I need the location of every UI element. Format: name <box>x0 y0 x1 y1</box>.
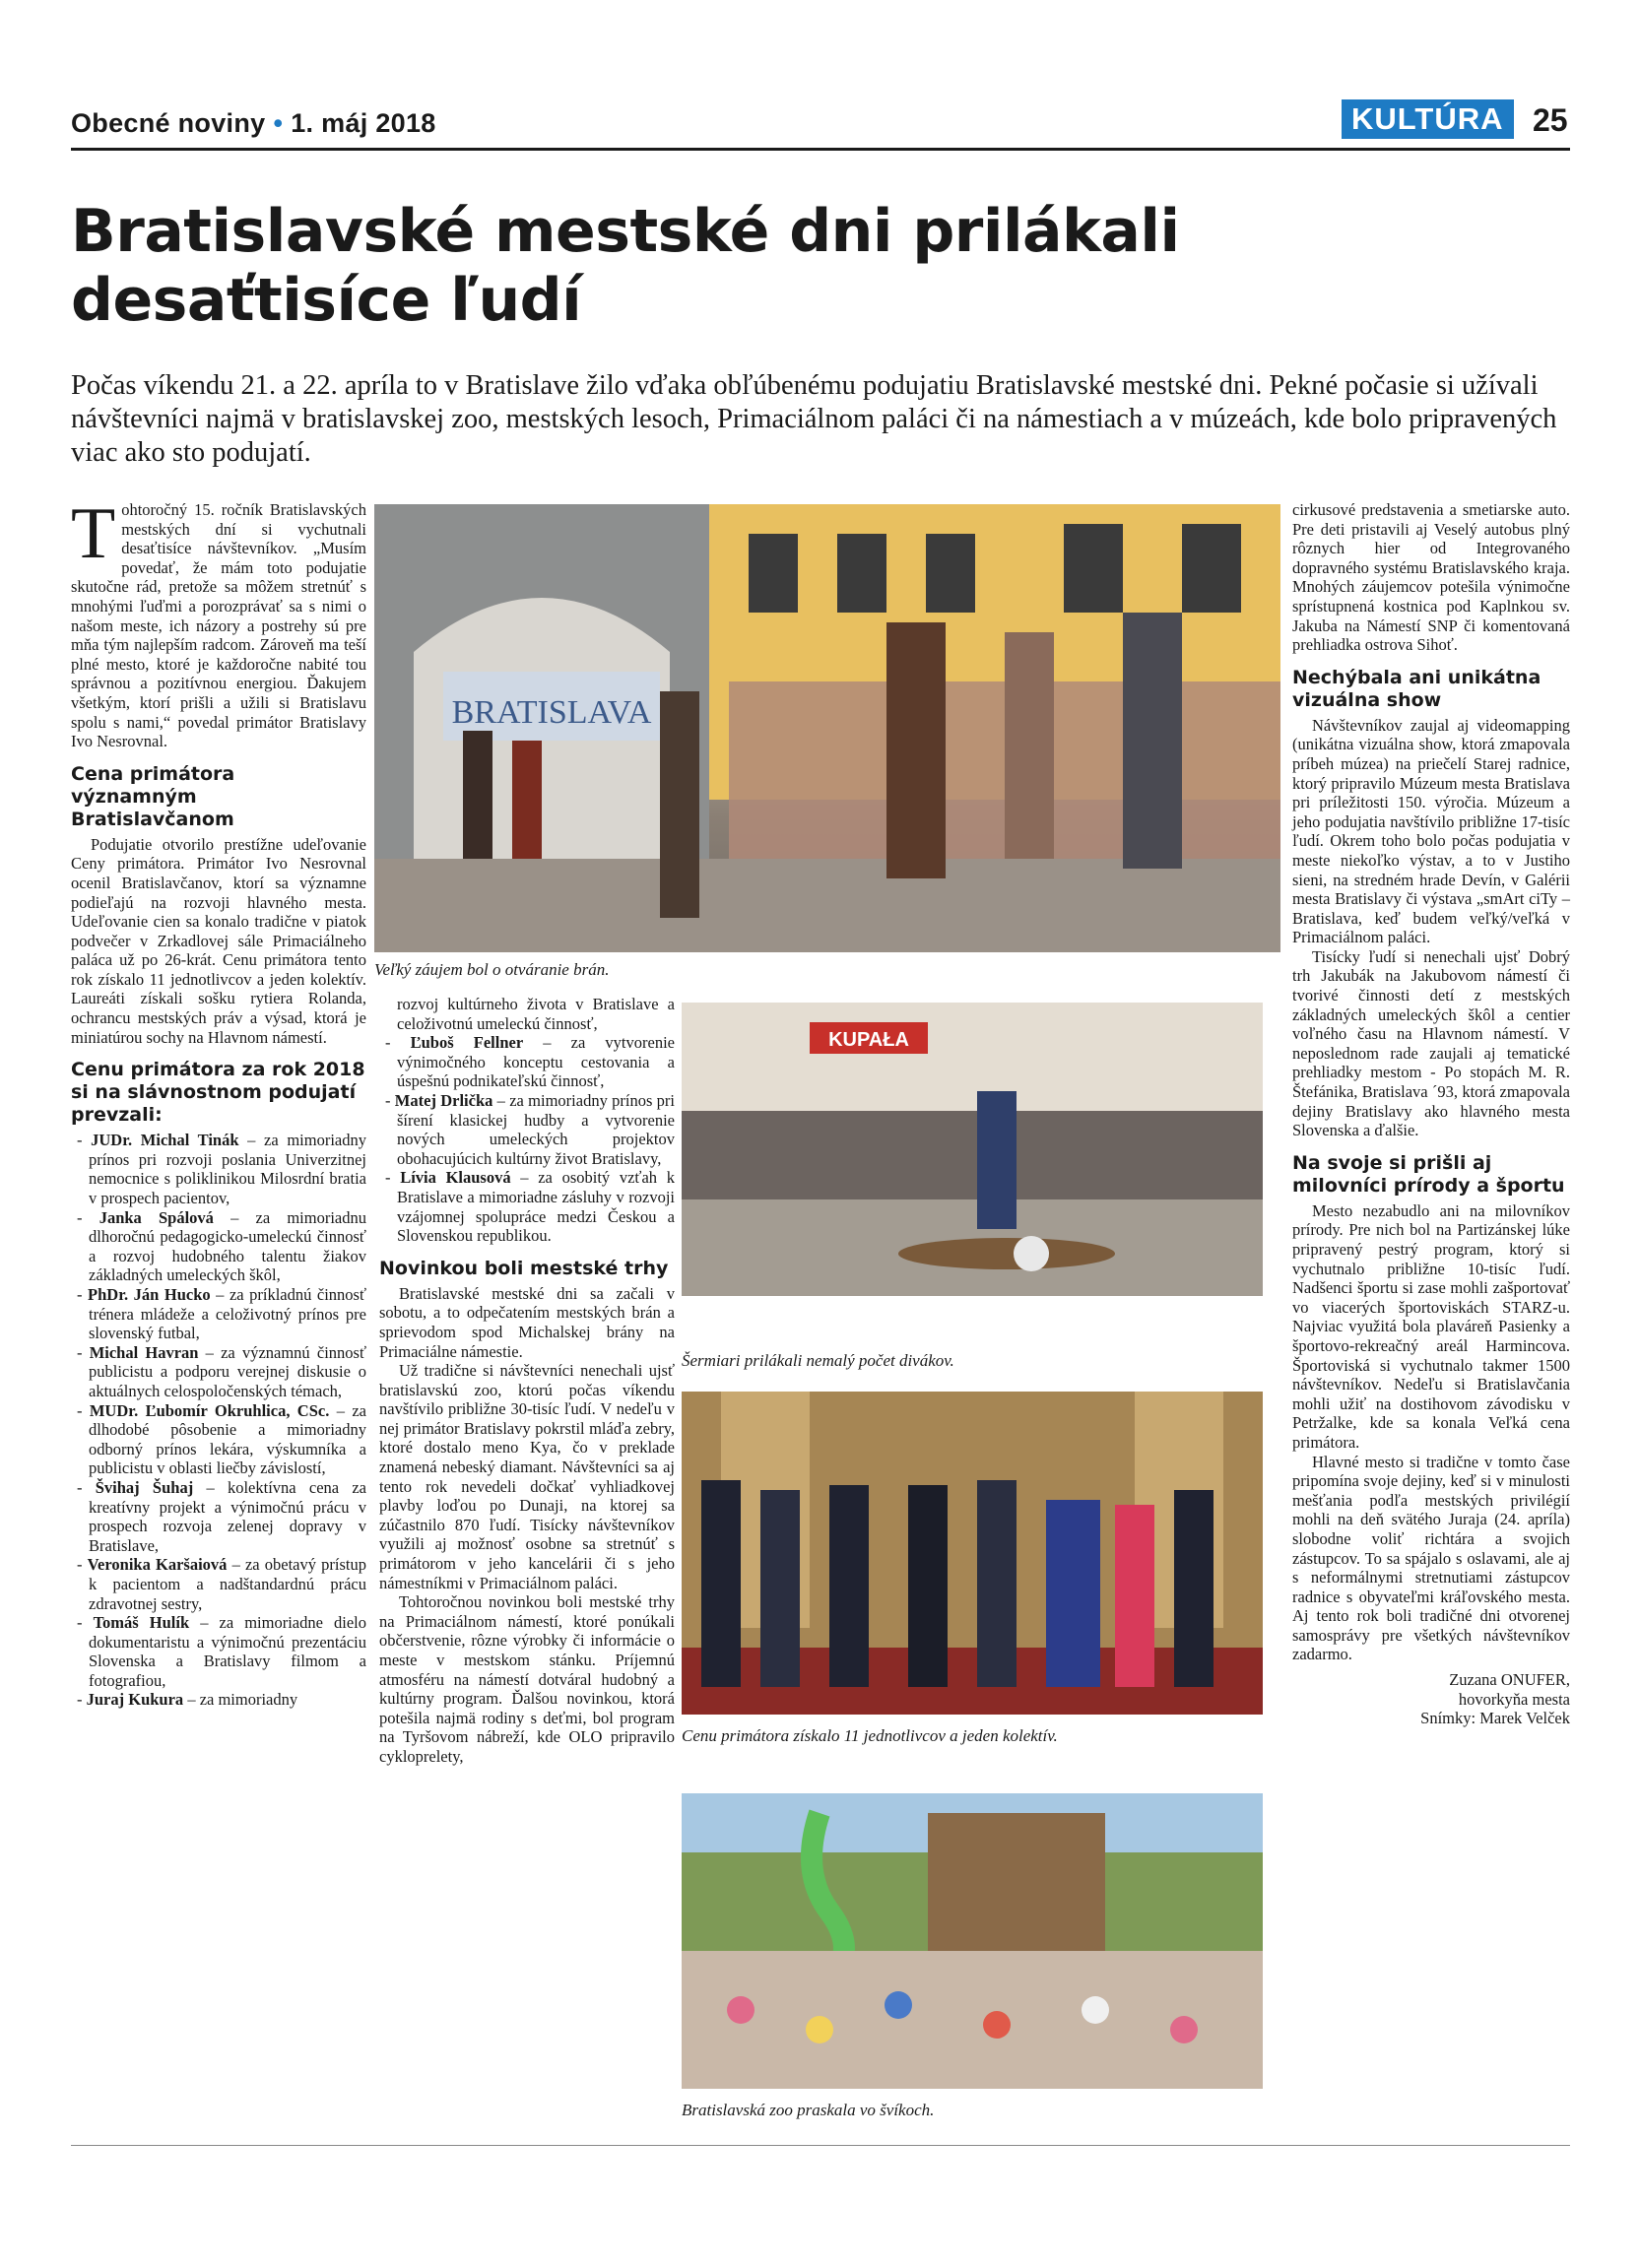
list-item: - Tomáš Hulík – za mimoriadne dielo dokumentaristu a výnimočnú prezentáciu Slovenska a Bratislavy filmom a fotografiou, <box>77 1613 366 1690</box>
article-headline <box>71 197 1548 335</box>
issue-date: 1. máj 2018 <box>291 108 436 138</box>
author-name: Zuzana ONUFER, <box>1449 1670 1570 1690</box>
paragraph: cirkusové predstavenia a smetiarske auto. Pre deti pristavili aj Veselý autobus plný rôznych hier od Integrovaného dopravného systému Bratislavského kraja. Mnohých záujemcov potešila výnimočne sprístupnená kostnica pod Kaplnkou sv. Jakuba na Námestí SNP či komentovaná prehliadka ostrova Sihoť. <box>1292 500 1570 655</box>
separator-dot-icon: • <box>273 108 284 138</box>
list-continuation: rozvoj kultúrneho života v Bratislave a celoživotnú umeleckú činnosť, <box>397 995 675 1033</box>
column-2 <box>379 995 675 1767</box>
subheading-visual-show: Nechýbala ani unikátna vizuálna show <box>1292 666 1542 711</box>
photo-gate-illustration <box>374 504 1280 952</box>
intro-paragraph <box>71 493 366 751</box>
list-item: - Janka Spálová – za mimoriadnu dlhoročnú pedagogicko-umeleckú činnosť a rozvoj hudobného talentu žiakov základných umeleckých škôl, <box>77 1207 366 1285</box>
paragraph: Tisícky ľudí si nenechali ujsť Dobrý trh Jakubák na Jakubovom námestí či tvorivé činnosti detí z mestských základných umeleckých škôl a centier voľného času na Hlavnom námestí. V neposlednom rade zaujali aj tematické prehliadky mestom - Po stopách M. R. Štefánika, Bratislava ´93, ktorá zmapovala dejiny Bratislavy ako hlavného mesta Slovenska a ďalšie. <box>1292 946 1570 1140</box>
paragraph: Mesto nezabudlo ani na milovníkov prírody. Pre nich bol na Partizánskej lúke pripravený pestrý program, ktorý si vychutnalo približne 10-tisíc ľudí. Nadšenci športu si zase mohli zašportovať vo viacerých športoviskách STARZ-u. Najviac využitá bola plaváreň Pasienky a športovo-rekreačný areál Harmincova. Športoviská si vychutnalo takmer 1500 návštevníkov. Nedeľu si Bratislavčania mohli užiť na dostihovom závodisku v Petržalke, kde sa konala Veľká cena primátora. <box>1292 1200 1570 1452</box>
headline-line-2: desaťtisíce ľudí <box>71 266 582 335</box>
list-item: - PhDr. Ján Hucko – za príkladnú činnosť trénera mládeže a celoživotný prínos pre slovenský futbal, <box>77 1285 367 1343</box>
paragraph: Bratislavské mestské dni sa začali v sobotu, a to odpečatením mestských brán a sprievodom spod Michalskej brány na Primaciálne námestie. <box>379 1283 675 1361</box>
author-role: hovorkyňa mesta <box>1458 1689 1570 1709</box>
column-3 <box>1292 500 1570 1728</box>
photo-caption-3: Cenu primátora získalo 11 jednotlivcov a jeden kolektív. <box>682 1726 1058 1745</box>
photo-caption-4: Bratislavská zoo praskala vo švíkoch. <box>682 2101 935 2119</box>
paragraph: Hlavné mesto si tradične v tomto čase pripomína svoje dejiny, keď si v minulosti mešťania podľa mestských privilégií mohli na deň svätého Juraja (24. apríla) slobodne voliť richtára a svojich zástupcov. To sa spájalo s oslavami, ale aj s neformálnymi stretnutiami zástupcov radnice s obyvateľmi kráľovského mesta. Aj tento rok boli tradičné dni otvorenej samosprávy pre všetkých návštevníkov zadarmo. <box>1292 1452 1570 1664</box>
list-item: - Veronika Karšaiová – za obetavý prístup k pacientom a nadštandardnú prácu zdravotnej sestry, <box>77 1555 366 1613</box>
list-item: - JUDr. Michal Tinák – za mimoriadny prínos pri rozvoji poslania Univerzitnej nemocnice s poliklinikou Milosrdní bratia v prospech pacientov, <box>77 1131 366 1208</box>
section-label: KULTÚRA <box>1342 99 1514 139</box>
headline-line-1: Bratislavské mestské dni prilákali <box>71 197 1180 266</box>
laureates-list <box>71 1131 366 1710</box>
gate-banner-text: BRATISLAVA <box>451 694 652 731</box>
laureates-list-continued <box>379 1033 675 1246</box>
intro-text: ohtoročný 15. ročník Bratislavských mestských dní si vychutnali desaťtisíce návštevníkov. „Musím povedať, že mám toto podujatie skutočne rád, pretože sa môžem stretnúť s mnohými ľuďmi a porozprávať sa s nimi o našom meste, ich názory a postrehy sú pre mňa tým najlepším radcom. Zároveň ma teší plné mesto, ktoré je každoročne nabité tou správnou a pozitívnou energiou. Ďakujem všetkým, ktorí prišli a užili si Bratislavu spolu s nami,“ povedal primátor Bratislavy Ivo Nesrovnal. <box>71 500 366 751</box>
subheading-nature-sport: Na svoje si prišli aj milovníci prírody a športu <box>1292 1151 1565 1197</box>
page-header-left <box>71 108 436 139</box>
photo-zoo-illustration <box>682 1793 1263 2089</box>
list-item: - Lívia Klausová – za osobitý vzťah k Bratislave a mimoriadne zásluhy v rozvoji vzájomnej spolupráce medzi Českou a Slovenskou republikou. <box>385 1168 675 1246</box>
drop-cap: T <box>71 493 116 574</box>
shop-sign-text: KUPAŁA <box>828 1029 909 1051</box>
photo-zoo-crowd <box>682 1793 1263 2089</box>
photo-gate-opening <box>374 504 1280 952</box>
list-item: - MUDr. Ľubomír Okruhlica, CSc. – za dlhodobé pôsobenie a mimoriadny odborný prínos lekára, výskumníka a publicistu v oblasti liečby závislostí, <box>77 1400 366 1478</box>
photo-award-illustration <box>682 1392 1263 1715</box>
footer-rule <box>71 2145 1570 2146</box>
list-item: - Matej Drlička – za mimoriadny prínos pri šírení klasickej hudby a vytvorenie nových umeleckých projektov obohacujúcich kultúrny život Bratislavy, <box>385 1090 675 1168</box>
paragraph: Už tradične si návštevníci nenechali ujsť bratislavskú zoo, ktorú počas víkendu navštívilo približne 30-tisíc ľudí. V nedeľu v nej primátor Bratislavy pokrstil mláďa zebry, ktoré dostalo meno Kya, čo v preklade znamená nebeský diamant. Návštevníci sa aj tento rok nevedeli dočkať vyhliadkovej plavby loďou po Dunaji, na ktorej sa zúčastnilo 870 ľudí. Tisícky návštevníkov využili aj možnosť osobne sa stretnúť s primátorom v jeho kancelárii či s jeho námestníkmi v Primaciálnom paláci. <box>379 1361 675 1592</box>
subheading-award: Cena primátora významným Bratislavčanom <box>71 762 235 830</box>
photo-credit: Snímky: Marek Velček <box>1420 1709 1570 1728</box>
photo-caption-2: Šermiari prilákali nemalý počet divákov. <box>682 1351 954 1370</box>
list-item: - Švihaj Šuhaj – kolektívna cena za kreatívny projekt a výnimočnú prácu v prospech rozvoja zelenej dopravy v Bratislave, <box>77 1477 366 1555</box>
list-item: - Ľuboš Fellner – za vytvorenie výnimočného konceptu cestovania a úspešnú podnikateľskú činnosť, <box>385 1033 675 1091</box>
list-item: - Michal Havran – za významnú činnosť publicistu a podporu verejnej diskusie o aktuálnych celospoločenských témach, <box>77 1342 366 1400</box>
header-rule <box>71 148 1570 151</box>
page-number: 25 <box>1533 102 1568 138</box>
photo-award-recipients <box>682 1392 1263 1715</box>
subheading-laureates: Cenu primátora za rok 2018 si na slávnostnom podujatí prevzali: <box>71 1059 365 1127</box>
column-1 <box>71 493 367 1710</box>
publication-name: Obecné noviny <box>71 108 266 138</box>
photo-fencers <box>682 1003 1263 1296</box>
signature-block <box>1292 1670 1570 1728</box>
photo-caption-1: Veľký záujem bol o otváranie brán. <box>374 960 610 979</box>
article-lead: Počas víkendu 21. a 22. apríla to v Bratislave žilo vďaka obľúbenému podujatiu Bratislavské mestské dni. Pekné počasie si užívali návštevníci najmä v bratislavskej zoo, mestských lesoch, Primaciálnom paláci či na námestiach a v múzeách, kde bolo pripravených viac ako sto podujatí. <box>71 370 1557 468</box>
paragraph: Podujatie otvorilo prestížne udeľovanie Ceny primátora. Primátor Ivo Nesrovnal ocenil Bratislavčanov, ktorí sa významne podieľajú na rozvoji hlavného mesta. Udeľovanie cien sa konalo tradične v piatok podvečer v Zrkadlovej sále Primaciálneho paláca už po 26-krát. Cenu primátora tento rok získalo 11 jednotlivcov a jeden kolektív. Laureáti získali sošku rytiera Rolanda, ochrancu mestských práv a výsad, ktorá je miniatúrou sochy na Hlavnom námestí. <box>71 834 366 1047</box>
subheading-markets: Novinkou boli mestské trhy <box>379 1257 669 1279</box>
paragraph: Tohtoročnou novinkou boli mestské trhy na Primaciálnom námestí, ktoré ponúkali občerstvenie, rôzne výrobky či informácie o meste v mestskom stánku. Príjemnú atmosféru na námestí dotváral hudobný a kultúrny program. Ďalšou novinkou, ktorá potešila najmä rodiny s deťmi, bol program na Tyršovom nábreží, kde OLO pripravilo cykloprelety, <box>379 1592 675 1766</box>
paragraph: Návštevníkov zaujal aj videomapping (unikátna vizuálna show, ktorá zmapovala príbeh múzea) na priečelí Starej radnice, ktorý pripravilo Múzeum mesta Bratislava pri príležitosti 150. výročia. Múzeum a jeho podujatia navštívilo približne 17-tisíc ľudí. Okrem toho bolo počas podujatia v meste niekoľko výstav, a to v Justiho sieni, na stredném hrade Devín, v Galérii mesta Bratislavy či výstava „smArt ciTy – Bratislava, keď budem veľký/veľká v Primaciálnom paláci. <box>1292 715 1570 947</box>
list-item: - Juraj Kukura – za mimoriadny <box>77 1690 298 1710</box>
photo-fencers-illustration <box>682 1003 1263 1296</box>
